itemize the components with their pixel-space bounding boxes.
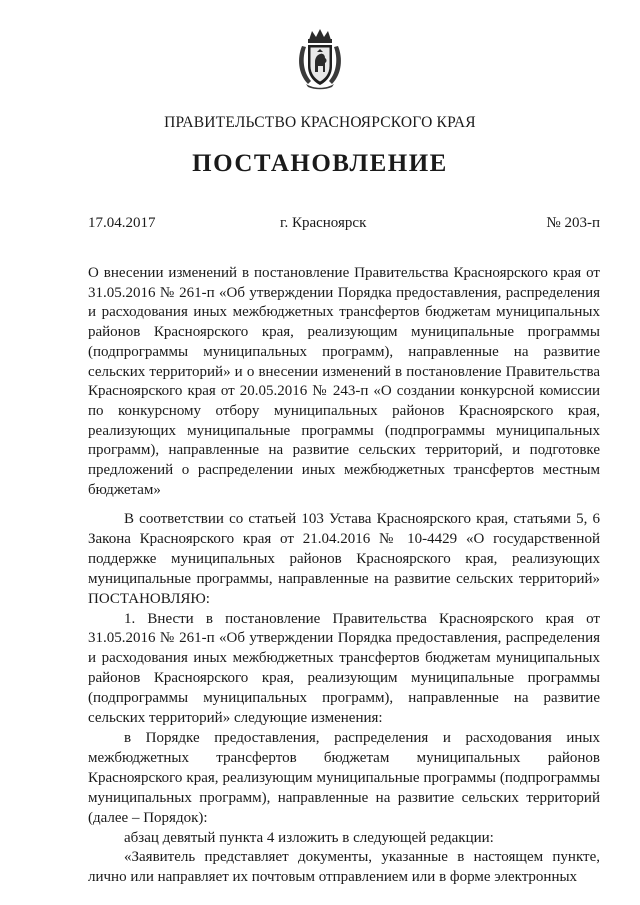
organization-title: ПРАВИТЕЛЬСТВО КРАСНОЯРСКОГО КРАЯ (164, 114, 476, 131)
krasnoyarsk-coat-of-arms-icon (296, 28, 344, 90)
document-subject: О внесении изменений в постановление Правительства Красноярского края от 31.05.2016 № 261-п «Об утверждении Порядка предоставления, распределения и расходования иных межбюджетных трансфертов бюджетам муниципальных районов Красноярского края, реализующим муниципальные программы (подпрограммы муниципальных программ), направленные на развитие сельских территорий» и о внесении изменений в постановление Правительства Красноярского края от 20.05.2016 № 243-п «О создании конкурсной комиссии по конкурсному отбору муниципальных районов Красноярского края, реализующих муниципальные программы (подпрограммы муниципальных программ), направленные на развитие сельских территорий, и подготовке предложений о распределении иных межбюджетных трансфертов местным бюджетам» (88, 265, 600, 498)
document-meta (88, 215, 600, 235)
document-date: 17.04.2017 (88, 215, 156, 231)
document-number: № 203-п (546, 215, 600, 231)
body-paragraph: абзац девятый пункта 4 изложить в следующей редакции: (124, 829, 494, 846)
body-paragraph: «Заявитель представляет документы, указанные в настоящем пункте, лично или направляет их почтовым отправлением или в форме электронных (88, 849, 600, 886)
document-city: г. Красноярск (280, 215, 367, 231)
document-type-title: ПОСТАНОВЛЕНИЕ (192, 150, 448, 177)
document-body (88, 510, 600, 888)
body-paragraph: 1. Внести в постановление Правительства Красноярского края от 31.05.2016 № 261-п «Об утверждении Порядка предоставления, распределения и расходования иных межбюджетных трансфертов бюджетам муниципальных районов Красноярского края, реализующим муниципальные программы (подпрограммы муниципальных программ), направленные на развитие сельских территорий» следующие изменения: (88, 610, 600, 727)
body-paragraph: в Порядке предоставления, распределения и расходования иных межбюджетных трансфертов бюджетам муниципальных районов Красноярского края, реализующим муниципальные программы (подпрограммы муниципальных программ), направленные на развитие сельских территорий (далее – Порядок): (88, 729, 600, 826)
body-paragraph: В соответствии со статьей 103 Устава Красноярского края, статьями 5, 6 Закона Красноярского края от 21.04.2016 № 10-4429 «О государственной поддержке муниципальных районов Красноярского края, реализующих муниципальные программы, направленные на развитие сельских территорий» ПОСТАНОВЛЯЮ: (88, 511, 600, 607)
